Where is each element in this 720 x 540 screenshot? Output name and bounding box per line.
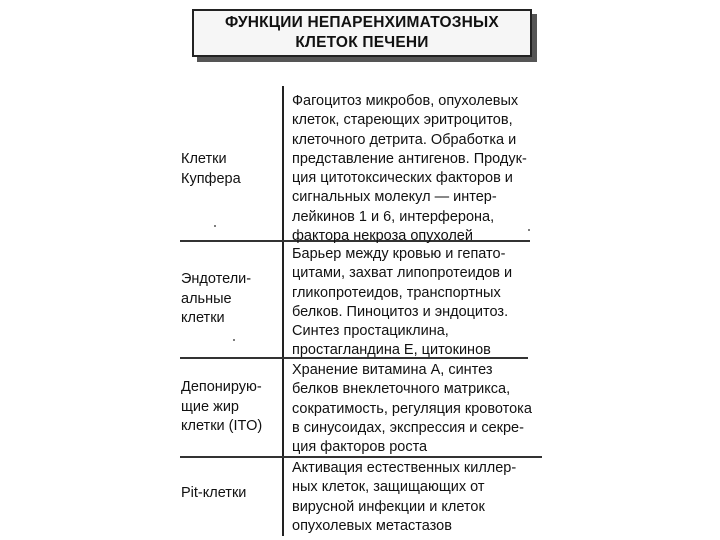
label-line: клетки (ITO)	[181, 418, 263, 434]
scan-speck	[233, 339, 235, 341]
description-line: Барьер между кровью и гепато-	[292, 246, 506, 262]
row-label-endothelial	[181, 270, 251, 329]
description-line: ция цитотоксических факторов и	[292, 170, 513, 187]
description-line: фактора некроза опухолей	[292, 228, 473, 245]
description-line: представление антигенов. Продук-	[292, 150, 527, 167]
label-line: клетки	[181, 310, 225, 326]
description-line: сигнальных молекул — интер-	[292, 189, 497, 206]
title-box	[192, 9, 532, 57]
description-line: Активация естественных киллер-	[292, 460, 517, 476]
row-description-ito	[292, 361, 532, 457]
label-line: Клетки	[181, 151, 227, 167]
label-line: Депонирую-	[181, 379, 262, 395]
description-line: ных клеток, защищающих от	[292, 479, 485, 496]
description-line: вирусной инфекции и клеток	[292, 498, 485, 515]
description-line: Фагоцитоз микробов, опухолевых	[292, 93, 519, 109]
description-line: ция факторов роста	[292, 439, 428, 456]
label-line: щие жир	[181, 398, 239, 415]
scan-speck	[214, 225, 216, 227]
description-line: клеточного детрита. Обработка и	[292, 131, 517, 148]
description-line: Синтез простациклина,	[292, 323, 449, 340]
description-line: гликопротеидов, транспортных	[292, 284, 501, 301]
table-vertical-divider	[282, 86, 284, 536]
row-label-ito	[181, 378, 262, 437]
description-line: цитами, захват липопротеидов и	[292, 265, 513, 282]
row-label-pit	[181, 484, 246, 504]
label-line: альные	[181, 290, 232, 307]
description-line: белков внеклеточного матрикса,	[292, 381, 511, 398]
description-line: белков. Пиноцитоз и эндоцитоз.	[292, 303, 509, 320]
label-line: Pit-клетки	[181, 485, 247, 501]
description-line: лейкинов 1 и 6, интерферона,	[292, 208, 495, 225]
row-description-kupffer	[292, 92, 527, 246]
description-line: опухолевых метастазов	[292, 517, 452, 534]
label-line: Купфера	[181, 170, 241, 187]
row-description-endothelial	[292, 245, 512, 361]
title-line-1: ФУНКЦИИ НЕПАРЕНХИМАТОЗНЫХ	[225, 14, 499, 31]
row-description-pit	[292, 459, 516, 536]
description-line: сократимость, регуляция кровотока	[292, 400, 532, 417]
description-line: клеток, стареющих эритроцитов,	[292, 112, 513, 129]
row-label-kupffer	[181, 150, 241, 189]
scan-speck	[528, 229, 530, 231]
label-line: Эндотели-	[181, 271, 252, 287]
description-line: простагландина Е, цитокинов	[292, 342, 491, 359]
title-line-2: КЛЕТОК ПЕЧЕНИ	[295, 34, 429, 51]
description-line: в синусоидах, экспрессия и секре-	[292, 419, 524, 436]
description-line: Хранение витамина А, синтез	[292, 362, 493, 378]
